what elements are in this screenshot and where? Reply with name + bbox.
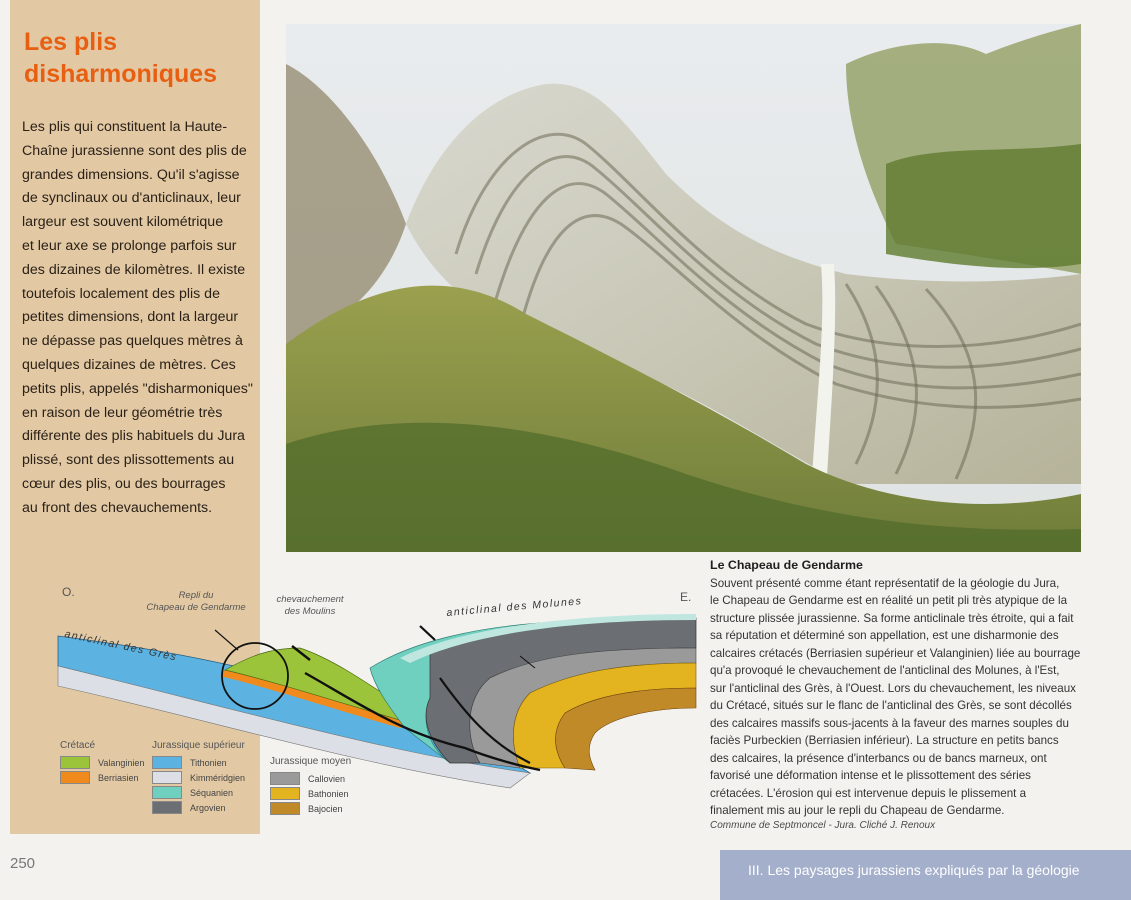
caption-line: des calcaires, la présence d'interbancs ou de bancs marneux, ont <box>710 751 1047 765</box>
legend-item <box>270 801 351 816</box>
caption-line: structure plissée jurassienne. Sa forme anticlinale très étroite, qui a fait <box>710 611 1074 625</box>
label-east: E. <box>680 590 692 604</box>
label-chev-line: chevauchement <box>276 594 344 605</box>
legend-label: Callovien <box>308 773 346 784</box>
photo-credit: Commune de Septmoncel - Jura. Cliché J. Renoux <box>710 820 936 831</box>
title-line: disharmoniques <box>24 60 218 88</box>
legend-label: Kimméridgien <box>190 772 246 783</box>
legend-label: Valanginien <box>98 757 145 768</box>
photo-caption <box>710 557 1090 820</box>
legend-swatch <box>270 802 300 815</box>
legend-label: Argovien <box>190 802 226 813</box>
caption-line: calcaires crétacés (Berriasien supérieur et Valanginien) liée au bourrage <box>710 646 1081 660</box>
caption-line: faciès Purbeckien (Berriasien inférieur). La structure en petits bancs <box>710 734 1059 747</box>
caption-line: crétacées. L'érosion qui est intervenue depuis le plissement a <box>710 786 1027 800</box>
intro-text <box>22 116 252 521</box>
label-chevauchement <box>268 594 352 618</box>
intro-line: petites dimensions, dont la largeur <box>22 309 239 326</box>
caption-line: qu'a provoqué le chevauchement de l'anticlinal des Molunes, à l'Est, <box>710 664 1060 677</box>
intro-line: quelques dizaines de mètres. Ces <box>22 356 236 373</box>
title-line: Les plis <box>24 28 118 56</box>
intro-line: en raison de leur géométrie très <box>22 404 223 421</box>
label-anticlinal-gres: anticlinal des Grès <box>63 628 179 664</box>
caption-line: Souvent présenté comme étant représentatif de la géologie du Jura, <box>710 576 1060 590</box>
legend-swatch <box>152 771 182 784</box>
caption-body <box>710 575 1090 820</box>
caption-line: du Crétacé, situés sur le flanc de l'anticlinal des Grès, se sont décollés <box>710 699 1072 712</box>
legend-item <box>270 786 351 801</box>
chapter-footer: III. Les paysages jurassiens expliqués par la géologie <box>748 862 1080 878</box>
intro-line: de synclinaux ou d'anticlinaux, leur <box>22 190 241 207</box>
intro-line: petits plis, appelés "disharmoniques" <box>22 380 253 397</box>
intro-line: largeur est souvent kilométrique <box>22 214 224 231</box>
legend-heading: Jurassique supérieur <box>152 740 245 751</box>
label-repli-line: Chapeau de Gendarme <box>146 602 246 613</box>
legend-item <box>60 755 144 770</box>
label-chev-line: des Moulins <box>284 606 336 617</box>
intro-line: grandes dimensions. Qu'il s'agisse <box>22 166 240 183</box>
caption-line: des calcaires massifs sous-jacents à la faveur des marnes souples du <box>710 716 1069 730</box>
geological-cross-section <box>10 548 710 838</box>
caption-title: Le Chapeau de Gendarme <box>710 558 863 572</box>
intro-line: ne dépasse pas quelques mètres à <box>22 333 243 350</box>
legend-swatch <box>152 801 182 814</box>
intro-line: au front des chevauchements. <box>22 499 213 516</box>
legend-label: Tithonien <box>190 757 227 768</box>
caption-line: finalement mis au jour le repli du Chapeau de Gendarme. <box>710 804 1005 817</box>
legend-item <box>152 800 245 815</box>
legend-swatch <box>270 772 300 785</box>
intro-line: et leur axe se prolonge parfois sur <box>22 237 237 254</box>
legend-heading: Crétacé <box>60 740 96 751</box>
legend-swatch <box>60 771 90 784</box>
legend-item <box>152 755 245 770</box>
caption-line: sa réputation et déterminé son appellation, est une disharmonie des <box>710 629 1059 642</box>
page-number: 250 <box>10 855 36 872</box>
legend-swatch <box>152 786 182 799</box>
label-anticlinal-molunes: anticlinal des Molunes <box>446 595 583 619</box>
legend-cretace <box>60 740 144 785</box>
intro-line: des dizaines de kilomètres. Il existe <box>22 261 246 278</box>
caption-line: favorisé une déformation intense et le plissottement des séries <box>710 769 1031 782</box>
chapeau-de-gendarme-photo <box>286 24 1081 552</box>
legend-item <box>152 770 245 785</box>
legend-jurassique-superieur <box>152 740 245 815</box>
caption-line: sur l'anticlinal des Grès, à l'Ouest. Lors du chevauchement, les niveaux <box>710 681 1076 695</box>
legend-label: Bajocien <box>308 803 343 814</box>
legend-swatch <box>152 756 182 769</box>
legend-label: Bathonien <box>308 788 349 799</box>
caption-line: le Chapeau de Gendarme est en réalité un petit pli très atypique de la <box>710 594 1068 607</box>
intro-line: Chaîne jurassienne sont des plis de <box>22 142 247 159</box>
intro-line: toutefois localement des plis de <box>22 285 220 302</box>
legend-heading: Jurassique moyen <box>270 756 352 767</box>
intro-line: cœur des plis, ou des bourrages <box>22 475 226 492</box>
legend-swatch <box>270 787 300 800</box>
legend-item <box>60 770 144 785</box>
legend-jurassique-moyen <box>270 756 351 816</box>
page-title <box>24 26 254 90</box>
label-west: O. <box>62 585 75 599</box>
legend-label: Berriasien <box>98 772 139 783</box>
label-repli-line: Repli du <box>178 590 214 601</box>
legend-label: Séquanien <box>190 787 234 798</box>
label-repli <box>138 590 254 614</box>
legend-item <box>152 785 245 800</box>
intro-line: plissé, sont des plissottements au <box>22 452 235 469</box>
intro-line: Les plis qui constituent la Haute- <box>22 119 228 135</box>
legend-swatch <box>60 756 90 769</box>
legend-item <box>270 771 351 786</box>
intro-line: différente des plis habituels du Jura <box>22 428 245 445</box>
